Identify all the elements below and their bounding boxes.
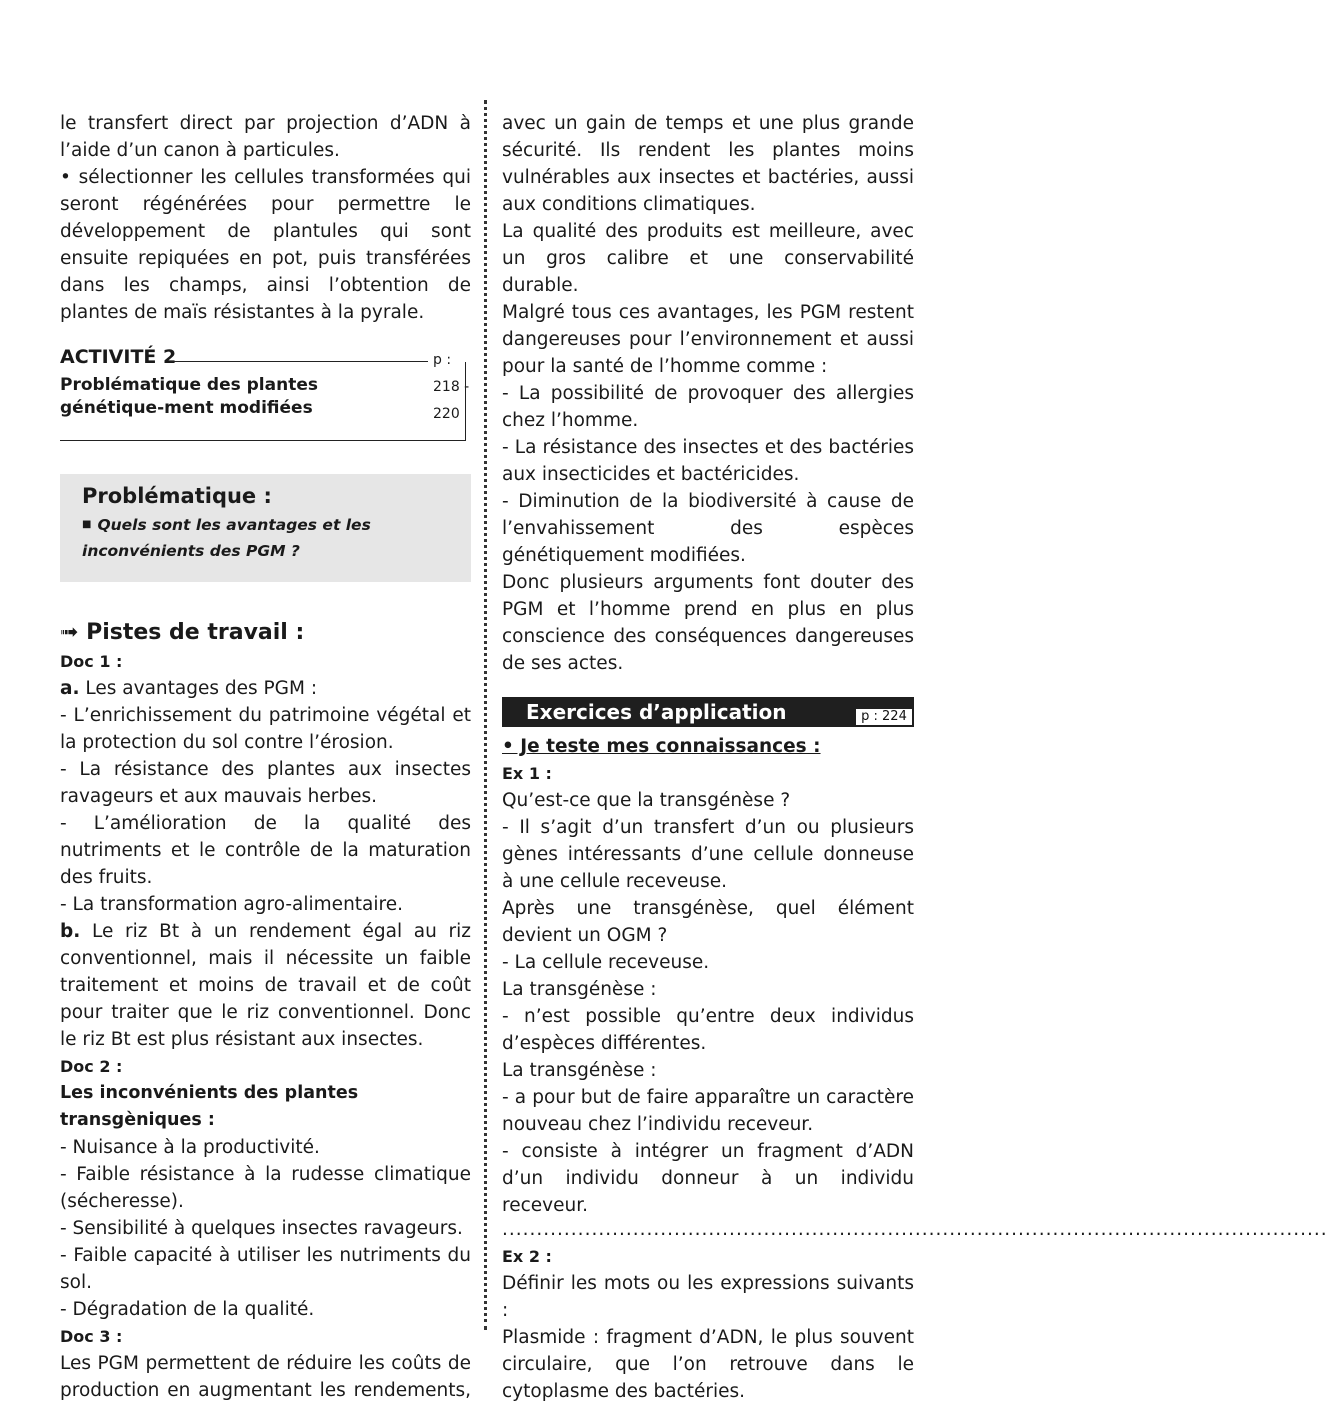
list-item: - Faible capacité à utiliser les nutriments du sol. [60,1245,471,1293]
ex1-line: La transgénèse : [502,1060,657,1081]
ex2-line: Définir les mots ou les expressions suivants : [502,1273,914,1321]
paragraph: Donc plusieurs arguments font douter des PGM et l’homme prend en plus en plus conscience des conséquences dangereuses de ses actes. [502,572,914,674]
ex1-line: Qu’est-ce que la transgénèse ? [502,790,791,811]
doc1-a-heading: a. Les avantages des PGM : [60,678,318,699]
pistes-title: ➟ Pistes de travail : [60,620,305,645]
right-column [502,110,1328,1405]
activity-header [60,344,471,454]
exercices-banner [502,697,914,727]
ex1-line: Après une transgénèse, quel élément devient un OGM ? [502,898,914,946]
ex1-line: La transgénèse : [502,979,657,1000]
ex1-line: - n’est possible qu’entre deux individus d’espèces différentes. [502,1006,914,1054]
list-item: - La résistance des plantes aux insectes ravageurs et aux mauvais herbes. [60,759,471,807]
paragraph: - La possibilité de provoquer des allergies chez l’homme. [502,383,914,431]
ex1-line: - La cellule receveuse. [502,952,710,973]
list-item: - L’amélioration de la qualité des nutriments et le contrôle de la maturation des fruits. [60,813,471,888]
left-column [60,110,471,1404]
paragraph: La qualité des produits est meilleure, avec un gros calibre et une conservabilité durable. [502,221,914,296]
activity-frame-bottom [60,440,466,441]
ex1-line: - a pour but de faire apparaître un caractère nouveau chez l’individu receveur. [502,1087,914,1135]
exercices-subheading: • Je teste mes connaissances : [502,736,821,757]
doc2-heading: Les inconvénients des plantes transgèniques : [60,1083,359,1130]
exercices-title: Exercices d’application [526,700,787,724]
ex1-line: - Il s’agit d’un transfert d’un ou plusieurs gènes intéressants d’une cellule donneuse à une cellule receveuse. [502,817,914,892]
doc1-b-paragraph: b. Le riz Bt à un rendement égal au riz conventionnel, mais il nécessite un faible traitement et moins de travail et de coût pour traiter que le riz conventionnel. Donc le riz Bt est plus résistant aux insectes. [60,921,471,1050]
doc2-label: Doc 2 : [60,1057,123,1076]
doc3-paragraph: Les PGM permettent de réduire les coûts de production en augmentant les rendements, [60,1353,471,1401]
problematique-box [60,474,471,582]
activity-subtitle: Problématique des plantes génétique-ment modifiées [60,375,318,418]
ex2-line: Plasmide : fragment d’ADN, le plus souvent circulaire, que l’on retrouve dans le cytoplasme des bactéries. [502,1327,914,1402]
paragraph: avec un gain de temps et une plus grande sécurité. Ils rendent les plantes moins vulnérables aux insectes et bactéries, aussi aux conditions climatiques. [502,113,914,215]
list-item: - Faible résistance à la rudesse climatique (sécheresse). [60,1164,471,1212]
activity-rule [170,361,428,362]
intro-paragraph: le transfert direct par projection d’ADN à l’aide d’un canon à particules. [60,113,471,161]
paragraph: - Diminution de la biodiversité à cause de l’envahissement des espèces génétiquement modifiées. [502,491,914,566]
list-item: - Sensibilité à quelques insectes ravageurs. [60,1218,463,1239]
activity-frame-right [465,362,466,440]
activity-title: ACTIVITÉ 2 [60,346,177,368]
paragraph: Malgré tous ces avantages, les PGM restent dangereuses pour l’environnement et aussi pour la santé de l’homme comme : [502,302,914,377]
ex1-line: - consiste à intégrer un fragment d’ADN d’un individu donneur à un individu receveur. [502,1141,914,1216]
square-bullet-icon: ■ [82,519,92,530]
intro-paragraph: • sélectionner les cellules transformées qui seront régénérées pour permettre le développement de plantules qui sont ensuite repiquées en pot, puis transférées dans les champs, ainsi l’obtention de plantes de maïs résistantes à la pyrale. [60,167,471,323]
list-item: - L’enrichissement du patrimoine végétal et la protection du sol contre l’érosion. [60,705,471,753]
ex1-label: Ex 1 : [502,764,552,783]
exercices-page-ref: p : 224 [856,709,912,725]
activity-page-ref: p : 218 - 220 [433,352,470,422]
list-item: - Nuisance à la productivité. [60,1137,320,1158]
problematique-question: ■ Quels sont les avantages et les inconvénients des PGM ? [82,516,371,560]
ex2-label: Ex 2 : [502,1247,552,1266]
doc1-label: Doc 1 : [60,652,123,671]
column-divider [484,100,487,1330]
list-item: - Dégradation de la qualité. [60,1299,315,1320]
list-item: - La transformation agro-alimentaire. [60,894,403,915]
paragraph: - La résistance des insectes et des bactéries aux insecticides et bactéricides. [502,437,914,485]
problematique-title: Problématique : [82,484,272,508]
doc3-label: Doc 3 : [60,1327,123,1346]
dotted-separator: ........................................................................................................................ [502,1219,1328,1240]
